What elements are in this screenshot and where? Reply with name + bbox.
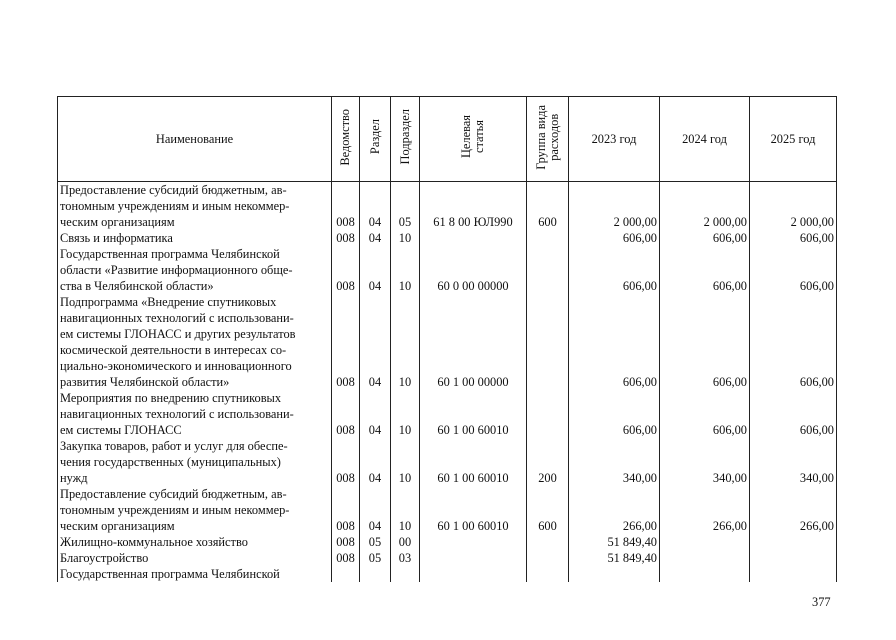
celevaya-statya-cell: [420, 550, 527, 566]
row-name-cell: [58, 294, 332, 390]
amount-2023-cell: 266,00: [569, 486, 660, 534]
amount-2024-cell: 266,00: [660, 486, 750, 534]
vedomstvo-cell: 008: [332, 390, 360, 438]
amount-2024-cell: 606,00: [660, 246, 750, 294]
podrazdel-cell: 10: [391, 438, 420, 486]
amount-2025-cell: [750, 566, 837, 582]
celevaya-statya-cell: [420, 534, 527, 550]
row-name-line: Жилищно-коммунальное хозяйство: [60, 535, 248, 549]
row-name-line: Государственная программа Челябинской: [60, 247, 280, 261]
gruppa-vida-cell: 600: [527, 182, 569, 231]
row-name-line: Благоустройство: [60, 551, 149, 565]
gruppa-vida-cell: 200: [527, 438, 569, 486]
row-name-cell: [58, 534, 332, 550]
podrazdel-cell: 00: [391, 534, 420, 550]
amount-2023-cell: 606,00: [569, 230, 660, 246]
amount-2023-cell: 2 000,00: [569, 182, 660, 231]
amount-2023-cell: 606,00: [569, 390, 660, 438]
podrazdel-cell: 10: [391, 246, 420, 294]
table-row: [58, 438, 837, 486]
vedomstvo-cell: 008: [332, 534, 360, 550]
header-podrazdel: Подраздел: [391, 97, 420, 182]
row-name-line: Мероприятия по внедрению спутниковых: [60, 391, 282, 405]
row-name-cell: [58, 550, 332, 566]
gruppa-vida-cell: [527, 246, 569, 294]
razdel-cell: 04: [360, 182, 391, 231]
header-2024: 2024 год: [660, 97, 750, 182]
gruppa-vida-cell: [527, 294, 569, 390]
table-body: [58, 182, 837, 583]
row-name-cell: [58, 246, 332, 294]
table-row: [58, 566, 837, 582]
header-gruppa-vida-rashodov: Группа вида расходов: [527, 97, 569, 182]
row-name-line: навигационных технологий с использовани-: [60, 407, 294, 421]
amount-2025-cell: 606,00: [750, 390, 837, 438]
razdel-cell: [360, 566, 391, 582]
amount-2024-cell: [660, 566, 750, 582]
row-name-line: Подпрограмма «Внедрение спутниковых: [60, 295, 277, 309]
row-name-line: Предоставление субсидий бюджетным, ав-: [60, 487, 287, 501]
vedomstvo-cell: 008: [332, 294, 360, 390]
amount-2023-cell: [569, 566, 660, 582]
row-name-line: ческим организациям: [60, 215, 175, 229]
gruppa-vida-cell: [527, 230, 569, 246]
amount-2025-cell: 340,00: [750, 438, 837, 486]
row-name-line: тономным учреждениям и иным некоммер-: [60, 199, 290, 213]
amount-2025-cell: 266,00: [750, 486, 837, 534]
row-name-line: циально-экономического и инновационного: [60, 359, 292, 373]
table-row: [58, 294, 837, 390]
gruppa-vida-cell: 600: [527, 486, 569, 534]
amount-2025-cell: [750, 534, 837, 550]
razdel-cell: 04: [360, 230, 391, 246]
row-name-line: развития Челябинской области»: [60, 375, 230, 389]
page-number: 377: [812, 595, 831, 609]
row-name-cell: [58, 182, 332, 231]
razdel-cell: 04: [360, 294, 391, 390]
amount-2023-cell: 51 849,40: [569, 534, 660, 550]
row-name-line: Государственная программа Челябинской: [60, 567, 280, 581]
vedomstvo-cell: [332, 566, 360, 582]
table-row: [58, 390, 837, 438]
header-2025: 2025 год: [750, 97, 837, 182]
amount-2023-cell: 606,00: [569, 294, 660, 390]
header-celevaya-statya: Целевая статья: [420, 97, 527, 182]
row-name-cell: [58, 486, 332, 534]
celevaya-statya-cell: 60 1 00 60010: [420, 486, 527, 534]
row-name-line: области «Развитие информационного обще-: [60, 263, 293, 277]
row-name-line: ем системы ГЛОНАСС и других результатов: [60, 327, 296, 341]
vedomstvo-cell: 008: [332, 230, 360, 246]
amount-2023-cell: 340,00: [569, 438, 660, 486]
amount-2024-cell: 606,00: [660, 230, 750, 246]
celevaya-statya-cell: 61 8 00 ЮЛ990: [420, 182, 527, 231]
podrazdel-cell: 10: [391, 390, 420, 438]
row-name-cell: [58, 390, 332, 438]
header-vedomstvo: Ведомство: [332, 97, 360, 182]
row-name-cell: [58, 230, 332, 246]
celevaya-statya-cell: 60 0 00 00000: [420, 246, 527, 294]
amount-2025-cell: 606,00: [750, 246, 837, 294]
celevaya-statya-cell: 60 1 00 60010: [420, 390, 527, 438]
table-row: [58, 182, 837, 231]
podrazdel-cell: 05: [391, 182, 420, 231]
celevaya-statya-cell: 60 1 00 60010: [420, 438, 527, 486]
amount-2025-cell: 2 000,00: [750, 182, 837, 231]
table-row: [58, 246, 837, 294]
amount-2024-cell: 606,00: [660, 390, 750, 438]
header-row: [58, 97, 837, 182]
razdel-cell: 04: [360, 246, 391, 294]
vedomstvo-cell: 008: [332, 438, 360, 486]
budget-table: [57, 96, 837, 582]
amount-2025-cell: [750, 550, 837, 566]
podrazdel-cell: 10: [391, 486, 420, 534]
row-name-line: тономным учреждениям и иным некоммер-: [60, 503, 290, 517]
amount-2024-cell: 340,00: [660, 438, 750, 486]
amount-2024-cell: [660, 534, 750, 550]
razdel-cell: 04: [360, 390, 391, 438]
table-row: [58, 550, 837, 566]
table-row: [58, 486, 837, 534]
razdel-cell: 05: [360, 550, 391, 566]
header-razdel: Раздел: [360, 97, 391, 182]
amount-2023-cell: 51 849,40: [569, 550, 660, 566]
podrazdel-cell: [391, 566, 420, 582]
razdel-cell: 05: [360, 534, 391, 550]
gruppa-vida-cell: [527, 566, 569, 582]
razdel-cell: 04: [360, 486, 391, 534]
vedomstvo-cell: 008: [332, 550, 360, 566]
row-name-line: Закупка товаров, работ и услуг для обеспе-: [60, 439, 288, 453]
gruppa-vida-cell: [527, 534, 569, 550]
table-row: [58, 230, 837, 246]
table-row: [58, 534, 837, 550]
row-name-line: ства в Челябинской области»: [60, 279, 214, 293]
razdel-cell: 04: [360, 438, 391, 486]
podrazdel-cell: 10: [391, 230, 420, 246]
row-name-cell: [58, 566, 332, 582]
row-name-line: Предоставление субсидий бюджетным, ав-: [60, 183, 287, 197]
row-name-cell: [58, 438, 332, 486]
row-name-line: нужд: [60, 471, 88, 485]
row-name-line: космической деятельности в интересах со-: [60, 343, 287, 357]
vedomstvo-cell: 008: [332, 182, 360, 231]
amount-2023-cell: 606,00: [569, 246, 660, 294]
amount-2025-cell: 606,00: [750, 294, 837, 390]
amount-2024-cell: 2 000,00: [660, 182, 750, 231]
gruppa-vida-cell: [527, 550, 569, 566]
header-name: Наименование: [58, 97, 332, 182]
row-name-line: ческим организациям: [60, 519, 175, 533]
row-name-line: ем системы ГЛОНАСС: [60, 423, 182, 437]
celevaya-statya-cell: [420, 230, 527, 246]
row-name-line: чения государственных (муниципальных): [60, 455, 281, 469]
amount-2024-cell: [660, 550, 750, 566]
row-name-line: навигационных технологий с использовани-: [60, 311, 294, 325]
row-name-line: Связь и информатика: [60, 231, 173, 245]
podrazdel-cell: 10: [391, 294, 420, 390]
vedomstvo-cell: 008: [332, 246, 360, 294]
celevaya-statya-cell: [420, 566, 527, 582]
amount-2024-cell: 606,00: [660, 294, 750, 390]
podrazdel-cell: 03: [391, 550, 420, 566]
header-2023: 2023 год: [569, 97, 660, 182]
gruppa-vida-cell: [527, 390, 569, 438]
amount-2025-cell: 606,00: [750, 230, 837, 246]
celevaya-statya-cell: 60 1 00 00000: [420, 294, 527, 390]
vedomstvo-cell: 008: [332, 486, 360, 534]
